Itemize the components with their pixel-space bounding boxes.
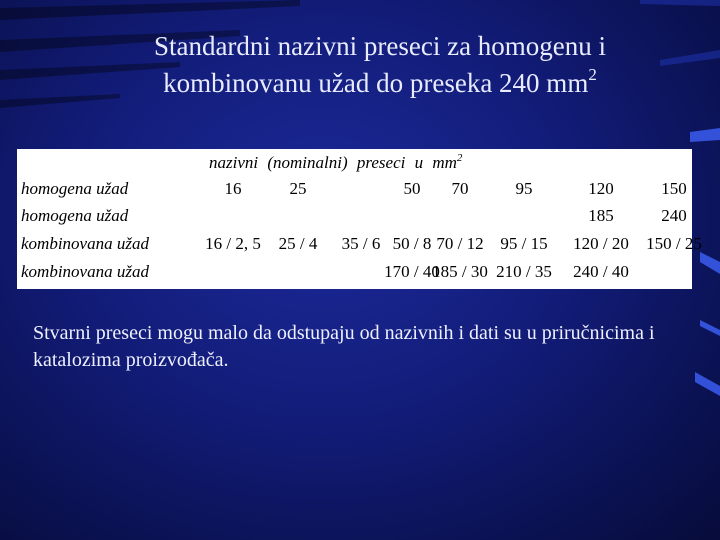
table-cell: 50 [403, 179, 421, 198]
table-cell: 185 [588, 206, 614, 225]
table-header [209, 153, 462, 173]
cross-section-table [17, 149, 702, 289]
table-cell: 120 [588, 179, 614, 198]
table-cell: 70 / 12 [436, 234, 484, 253]
body-paragraph: Stvarni preseci mogu malo da odstupaju od nazivnih i dati su u priručnicima i katalozima proizvođača. [33, 322, 655, 371]
table-cell: 150 / 25 [646, 234, 702, 253]
table-cell: 35 / 6 [341, 234, 381, 253]
table-row-label: homogena užad [21, 206, 129, 225]
table-cell: 210 / 35 [496, 262, 552, 281]
table-cell: 120 / 20 [573, 234, 629, 253]
table-row-label: homogena užad [21, 179, 129, 198]
table-cell: 150 [661, 179, 687, 198]
title-line-1: Standardni nazivni preseci za homogenu i [153, 31, 607, 61]
table-cell: 25 / 4 [278, 234, 318, 253]
table-cell: 170 / 40 [384, 262, 440, 281]
table-cell: 95 [515, 179, 533, 198]
table-row-label: kombinovana užad [21, 262, 149, 281]
title-superscript: 2 [588, 65, 597, 84]
table-cell: 95 / 15 [500, 234, 548, 253]
table-cell: 70 [451, 179, 469, 198]
table-cell: 16 [224, 179, 242, 198]
table-cell: 16 / 2, 5 [205, 234, 261, 253]
table-header-superscript: 2 [456, 152, 463, 164]
table-cell: 25 [289, 179, 307, 198]
title-line-2-text: kombinovanu užad do preseka 240 mm [163, 68, 589, 98]
table-header-text: nazivni (nominalni) preseci u mm [209, 153, 457, 172]
slide-title [80, 28, 680, 102]
table-cell: 50 / 8 [392, 234, 432, 253]
table-row-label: kombinovana užad [21, 234, 149, 253]
table-cell: 185 / 30 [432, 262, 488, 281]
table-cell: 240 / 40 [573, 262, 629, 281]
table-cell: 240 [661, 206, 687, 225]
title-line-2 [80, 65, 680, 102]
